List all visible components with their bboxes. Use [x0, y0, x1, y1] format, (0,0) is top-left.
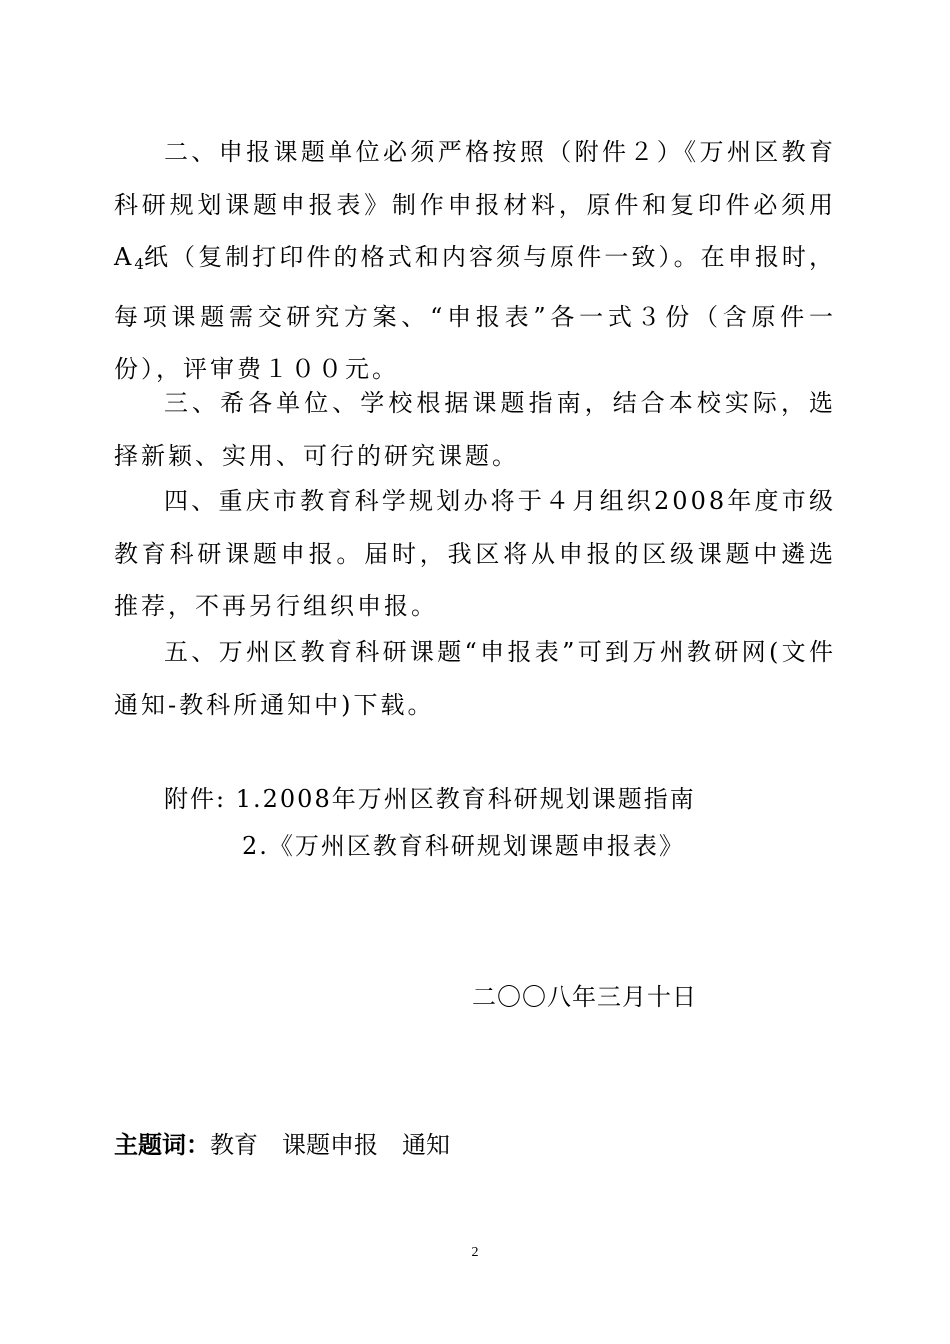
paragraph-item-4: 四、重庆市教育科学规划办将于４月组织2008年度市级教育科研课题申报。届时，我区将从申报的区级课题中遴选推荐，不再另行组织申报。: [114, 487, 836, 620]
keyword-item: 课题申报: [282, 1131, 378, 1159]
keyword-item: 教育: [210, 1131, 258, 1159]
attachment-item: 2.《万州区教育科研规划课题申报表》: [242, 832, 685, 860]
paragraph-item-5: 五、万州区教育科研课题“申报表”可到万州教研网(文件通知-教科所通知中)下载。: [114, 638, 836, 719]
subject-keywords: [114, 1129, 450, 1161]
document-date: 二〇〇八年三月十日: [472, 983, 697, 1011]
paragraph-item-2: [114, 126, 836, 396]
paragraph-text: 纸（复制打印件的格式和内容须与原件一致）。在申报时，每项课题需交研究方案、“申报表”各一式３份（含原件一份），评审费１００元。: [114, 243, 836, 383]
attachment-item: 1.2008年万州区教育科研规划课题指南: [235, 785, 696, 813]
paragraph-text: 二、申报课题单位必须严格按照（附件２）《万州区教育科研规划课题申报表》制作申报材料，原件和复印件必须用A: [114, 138, 836, 271]
paper-size-subscript: 4: [134, 255, 144, 273]
page-number: 2: [471, 1245, 479, 1260]
attachments-line-2: [242, 830, 685, 862]
keyword-item: 通知: [402, 1131, 450, 1159]
paragraph-item-3: 三、希各单位、学校根据课题指南，结合本校实际，选择新颖、实用、可行的研究课题。: [114, 389, 836, 470]
keywords-label: 主题词：: [114, 1131, 210, 1159]
attachments-label: 附件:: [164, 785, 227, 813]
attachments-line-1: [164, 783, 696, 815]
